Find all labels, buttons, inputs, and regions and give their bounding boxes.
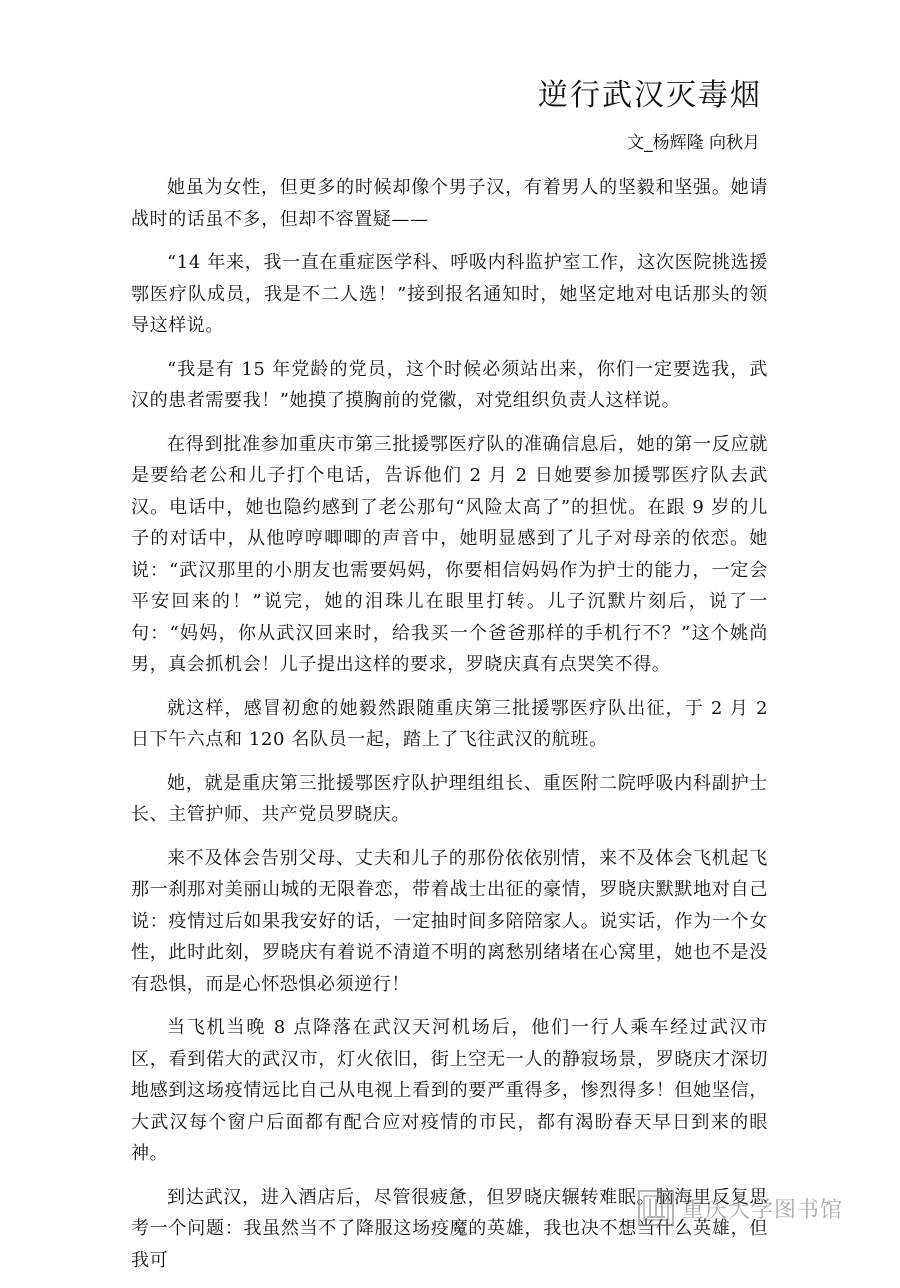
paragraph: “14 年来，我一直在重症医学科、呼吸内科监护室工作，这次医院挑选援鄂医疗队成员，我是不二人选！”接到报名通知时，她坚定地对电话那头的领导这样说。 [131,252,768,336]
article-body [131,172,768,1288]
article-title: 逆行武汉灭毒烟 [538,78,762,113]
paragraph: 来不及体会告别父母、丈夫和儿子的那份依依别情，来不及体会飞机起飞那一刹那对美丽山城的无限眷恋，带着战士出征的豪情，罗晓庆默默地对自己说：疫情过后如果我安好的话，一定抽时间多陪陪家人。说实话，作为一个女性，此时此刻，罗晓庆有着说不清道不明的离愁别绪堵在心窝里，她也不是没有恐惧，而是心怀恐惧必须逆行！ [131,847,768,995]
paragraph: 当飞机当晚 8 点降落在武汉天河机场后，他们一行人乘车经过武汉市区，看到偌大的武汉市，灯火依旧，街上空无一人的静寂场景，罗晓庆才深切地感到这场疫情远比自己从电视上看到的要严重得多，惨烈得多！但她坚信，大武汉每个窗户后面都有配合应对疫情的市民，都有渴盼春天早日到来的眼神。 [131,1017,768,1164]
library-watermark [638,1190,843,1226]
paragraph: 她虽为女性，但更多的时候却像个男子汉，有着男人的坚毅和坚强。她请战时的话虽不多，但却不容置疑—— [131,177,768,230]
paragraph: 她，就是重庆第三批援鄂医疗队护理组组长、重医附二院呼吸内科副护士长、主管护师、共产党员罗晓庆。 [131,772,768,825]
article-byline: 文_杨辉隆 向秋月 [627,133,760,153]
paragraph: 在得到批准参加重庆市第三批援鄂医疗队的准确信息后，她的第一反应就是要给老公和儿子打个电话，告诉他们 2 月 2 日她要参加援鄂医疗队去武汉。电话中，她也隐约感到了老公那句“风险太高了”的担忧。在跟 9 岁的儿子的对话中，从他哼哼唧唧的声音中，她明显感到了儿子对母亲的依恋。她说：“武汉那里的小朋友也需要妈妈，你要相信妈妈作为护士的能力，一定会平安回来的！”说完，她的泪珠儿在眼里打转。儿子沉默片刻后，说了一句：“妈妈，你从武汉回来时，给我买一个爸爸那样的手机行不？”这个姚尚男，真会抓机会！儿子提出这样的要求，罗晓庆真有点哭笑不得。 [131,433,768,675]
library-logo-icon [638,1190,674,1226]
watermark-text: 重庆大学图书馆 [682,1197,844,1223]
paragraph: 到达武汉，进入酒店后，尽管很疲惫，但罗晓庆辗转难眠。脑海里反复思考一个问题：我虽然当不了降服这场疫魔的英雄，我也决不想当什么英雄，但我可 [131,1186,768,1271]
paragraph: 就这样，感冒初愈的她毅然跟随重庆第三批援鄂医疗队出征，于 2 月 2 日下午六点和 120 名队员一起，踏上了飞往武汉的航班。 [131,697,768,750]
paragraph: “我是有 15 年党龄的党员，这个时候必须站出来，你们一定要选我，武汉的患者需要我！”她摸了摸胸前的党徽，对党组织负责人这样说。 [131,358,768,411]
